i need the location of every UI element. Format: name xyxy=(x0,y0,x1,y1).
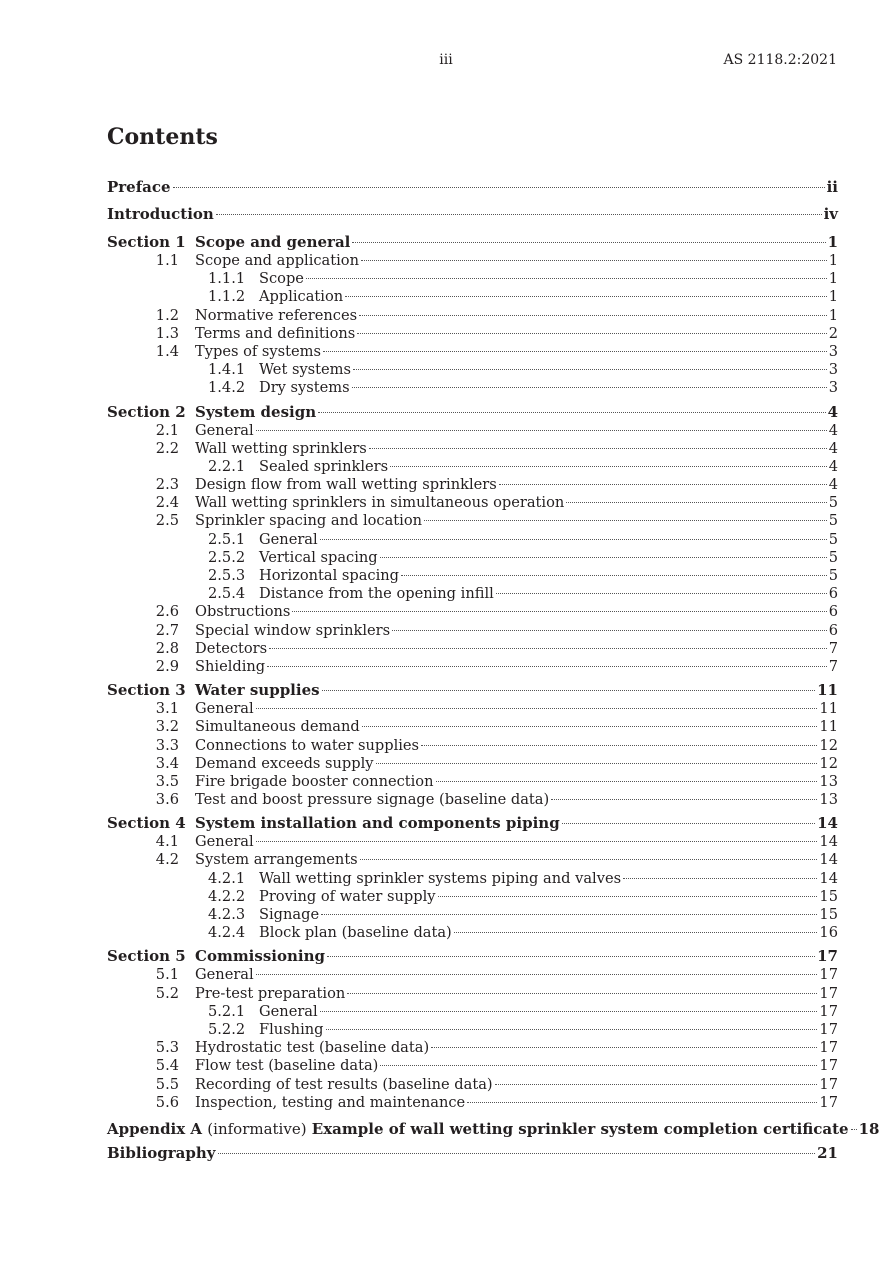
toc-entry-clause[interactable] xyxy=(107,252,838,270)
toc-entry-clause[interactable] xyxy=(107,985,838,1003)
toc-page: 1 xyxy=(828,288,838,306)
toc-page: 14 xyxy=(819,833,838,851)
toc-entry-section[interactable] xyxy=(107,402,838,422)
toc-page: 17 xyxy=(819,1039,838,1057)
subclause-number: 2.5.4 xyxy=(208,585,246,603)
toc-page: 14 xyxy=(819,869,838,887)
toc-entry-subclause[interactable] xyxy=(107,270,838,288)
toc-entry-clause[interactable] xyxy=(107,718,838,736)
toc-title: Introduction xyxy=(107,205,214,223)
toc-title: General xyxy=(195,421,254,439)
dot-leader xyxy=(390,466,827,467)
toc-title xyxy=(107,1118,849,1140)
toc-title: Signage xyxy=(259,906,320,923)
dot-leader xyxy=(218,1153,816,1154)
toc-page: 1 xyxy=(828,252,838,269)
toc-title: Wall wetting sprinkler systems piping and valves xyxy=(259,869,622,887)
toc-title: Commissioning xyxy=(195,947,325,966)
subclause-number: 1.1.1 xyxy=(208,270,246,288)
document-id: AS 2118.2:2021 xyxy=(723,52,837,68)
clause-number: 2.4 xyxy=(155,494,179,512)
clause-number: 5.3 xyxy=(155,1039,179,1057)
toc-entry-section[interactable] xyxy=(107,680,838,700)
appendix-label: Appendix A xyxy=(107,1119,203,1138)
subclause-number: 2.2.1 xyxy=(208,457,246,475)
clause-number: 5.1 xyxy=(155,966,179,984)
section-label: Section 1 xyxy=(107,233,186,251)
toc-title: Wall wetting sprinklers in simultaneous operation xyxy=(195,494,565,512)
toc-entry-clause[interactable] xyxy=(107,307,838,325)
toc-title: Demand exceeds supply xyxy=(195,754,374,772)
toc-title: Block plan (baseline data) xyxy=(259,924,452,942)
dot-leader xyxy=(566,502,826,503)
dot-leader xyxy=(216,214,822,215)
dot-leader xyxy=(256,974,818,975)
subclause-number: 1.4.1 xyxy=(208,361,246,379)
clause-number: 3.3 xyxy=(155,736,179,754)
toc-entry-subclause[interactable] xyxy=(107,924,838,942)
clause-number: 5.2 xyxy=(155,984,179,1002)
dot-leader xyxy=(851,1129,857,1130)
toc-title: Terms and definitions xyxy=(195,324,356,342)
toc-title: Recording of test results (baseline data) xyxy=(195,1075,493,1093)
toc-title: System design xyxy=(195,402,317,421)
toc-title: Pre-test preparation xyxy=(195,984,346,1002)
toc-title: Hydrostatic test (baseline data) xyxy=(195,1039,430,1057)
toc-page: 4 xyxy=(828,421,838,439)
toc-page: 17 xyxy=(817,947,838,966)
toc-page: 17 xyxy=(819,984,838,1002)
toc-page: 7 xyxy=(828,657,838,675)
toc-page: 12 xyxy=(819,754,838,772)
clause-number: 2.6 xyxy=(155,603,179,621)
section-label: Section 2 xyxy=(107,402,186,421)
toc-title: Application xyxy=(259,288,344,306)
dot-leader xyxy=(320,1011,818,1012)
toc-entry-clause[interactable] xyxy=(107,1039,838,1057)
toc-page: 5 xyxy=(828,530,838,548)
subclause-number: 4.2.1 xyxy=(208,869,246,887)
dot-leader xyxy=(347,993,817,994)
toc-page: 4 xyxy=(828,476,838,494)
toc-page: 15 xyxy=(819,887,838,905)
toc-title: Design flow from wall wetting sprinklers xyxy=(195,476,497,494)
toc-title: Special window sprinklers xyxy=(195,621,391,639)
subclause-number: 2.5.1 xyxy=(208,530,246,548)
toc-title: Test and boost pressure signage (baseline data) xyxy=(195,791,550,809)
toc-page: 17 xyxy=(819,1075,838,1093)
toc-page: 1 xyxy=(828,270,838,288)
dot-leader xyxy=(326,1029,818,1030)
appendix-title: Example of wall wetting sprinkler system completion certificate xyxy=(311,1119,849,1138)
toc-page: 4 xyxy=(827,402,838,421)
toc-entry-preface[interactable] xyxy=(107,174,838,201)
toc-entry-subclause[interactable] xyxy=(107,585,838,603)
toc-title: General xyxy=(195,833,254,851)
toc-title: General xyxy=(259,1002,318,1020)
clause-number: 4.2 xyxy=(155,851,179,869)
toc-entry-clause[interactable] xyxy=(107,622,838,640)
toc-title: Scope and application xyxy=(195,252,359,269)
dot-leader xyxy=(173,187,825,188)
dot-leader xyxy=(269,648,827,649)
toc-title: Dry systems xyxy=(259,379,350,397)
toc-entry-clause[interactable] xyxy=(107,325,838,343)
toc-entry-clause[interactable] xyxy=(107,476,838,494)
toc-entry-subclause[interactable] xyxy=(107,361,838,379)
toc-entry-clause[interactable] xyxy=(107,700,838,718)
toc-entry-clause[interactable] xyxy=(107,966,838,984)
toc-page: 13 xyxy=(819,772,838,790)
toc-page: 2 xyxy=(828,324,838,342)
dot-leader xyxy=(323,351,827,352)
subclause-number: 4.2.4 xyxy=(208,924,246,942)
toc-title: Normative references xyxy=(195,306,358,324)
toc-page: ii xyxy=(826,178,838,196)
toc-page: 17 xyxy=(819,1002,838,1020)
toc-page: 11 xyxy=(819,700,838,718)
toc-entry-clause[interactable] xyxy=(107,422,838,440)
toc-title: Scope xyxy=(259,270,304,288)
toc-entry-clause[interactable] xyxy=(107,773,838,791)
dot-leader xyxy=(380,1065,817,1066)
dot-leader xyxy=(454,932,818,933)
dot-leader xyxy=(401,575,827,576)
dot-leader xyxy=(256,708,818,709)
toc-entry-clause[interactable] xyxy=(107,737,838,755)
clause-number: 3.2 xyxy=(155,718,179,736)
dot-leader xyxy=(306,278,827,279)
toc-page: 5 xyxy=(828,512,838,530)
dot-leader xyxy=(424,520,827,521)
toc-page: 14 xyxy=(819,851,838,869)
clause-number: 2.3 xyxy=(155,476,179,494)
clause-number: 5.5 xyxy=(155,1075,179,1093)
clause-number: 3.6 xyxy=(155,791,179,809)
dot-leader xyxy=(357,333,826,334)
subclause-number: 5.2.2 xyxy=(208,1020,246,1038)
toc-entry-clause[interactable] xyxy=(107,658,838,676)
toc-title: Flushing xyxy=(259,1020,324,1038)
toc-title: Shielding xyxy=(195,657,266,675)
clause-number: 3.1 xyxy=(155,700,179,718)
clause-number: 2.2 xyxy=(155,439,179,457)
dot-leader xyxy=(499,484,827,485)
clause-number: 2.1 xyxy=(155,421,179,439)
clause-number: 5.6 xyxy=(155,1093,179,1111)
clause-number: 3.5 xyxy=(155,772,179,790)
toc-entry-clause[interactable] xyxy=(107,1057,838,1075)
dot-leader xyxy=(392,630,827,631)
toc-entry-clause[interactable] xyxy=(107,1076,838,1094)
toc-page: 7 xyxy=(828,639,838,657)
dot-leader xyxy=(292,611,826,612)
toc-entry-subclause[interactable] xyxy=(107,1003,838,1021)
toc-title: Vertical spacing xyxy=(259,548,378,566)
toc-title: Scope and general xyxy=(195,233,351,251)
toc-title: Bibliography xyxy=(107,1143,216,1162)
toc-title: Wall wetting sprinklers xyxy=(195,439,367,457)
toc-entry-clause[interactable] xyxy=(107,494,838,512)
toc-entry-bibliography[interactable] xyxy=(107,1140,838,1167)
toc-page: 11 xyxy=(819,718,838,736)
toc-entry-clause[interactable] xyxy=(107,640,838,658)
dot-leader xyxy=(267,666,827,667)
toc-title: System arrangements xyxy=(195,851,358,869)
toc-page: 3 xyxy=(828,379,838,397)
toc-page: 16 xyxy=(819,924,838,942)
toc-title: General xyxy=(195,966,254,984)
dot-leader xyxy=(256,841,818,842)
dot-leader xyxy=(352,387,827,388)
toc-entry-clause[interactable] xyxy=(107,833,838,851)
dot-leader xyxy=(361,260,827,261)
dot-leader xyxy=(438,896,818,897)
toc-page: 17 xyxy=(819,1020,838,1038)
clause-number: 2.9 xyxy=(155,657,179,675)
toc-entry-section[interactable] xyxy=(107,946,838,966)
dot-leader xyxy=(362,726,818,727)
toc-title: Detectors xyxy=(195,639,268,657)
subclause-number: 1.4.2 xyxy=(208,379,246,397)
toc-title: System installation and components piping xyxy=(195,814,560,833)
dot-leader xyxy=(345,296,827,297)
dot-leader xyxy=(551,799,817,800)
clause-number: 1.2 xyxy=(155,306,179,324)
toc-entry-clause[interactable] xyxy=(107,343,838,361)
toc-entry-section[interactable] xyxy=(107,232,838,252)
subclause-number: 4.2.3 xyxy=(208,906,246,923)
toc-page: 6 xyxy=(828,603,838,621)
toc-entry-subclause[interactable] xyxy=(107,906,838,924)
toc-entry-subclause[interactable] xyxy=(107,549,838,567)
dot-leader xyxy=(421,745,817,746)
toc-title: Simultaneous demand xyxy=(195,718,360,736)
section-label: Section 3 xyxy=(107,681,186,700)
toc-title: Proving of water supply xyxy=(259,887,436,905)
toc-page: iv xyxy=(823,205,838,223)
toc-entry-clause[interactable] xyxy=(107,1094,838,1112)
dot-leader xyxy=(320,539,827,540)
dot-leader xyxy=(562,823,815,824)
toc-title: Distance from the opening infill xyxy=(259,585,494,603)
dot-leader xyxy=(327,956,815,957)
dot-leader xyxy=(256,430,827,431)
table-of-contents xyxy=(107,174,880,1167)
toc-page: 18 xyxy=(858,1119,880,1138)
toc-entry-clause[interactable] xyxy=(107,440,838,458)
toc-entry-subclause[interactable] xyxy=(107,379,838,397)
toc-page: 17 xyxy=(819,1057,838,1075)
clause-number: 1.4 xyxy=(155,342,179,360)
toc-page: 17 xyxy=(819,1093,838,1111)
toc-title: Fire brigade booster connection xyxy=(195,772,434,790)
toc-entry-subclause[interactable] xyxy=(107,870,838,888)
dot-leader xyxy=(321,914,817,915)
toc-entry-subclause[interactable] xyxy=(107,458,838,476)
toc-entry-clause[interactable] xyxy=(107,791,838,809)
toc-entry-section[interactable] xyxy=(107,813,838,833)
dot-leader xyxy=(496,593,827,594)
toc-title: General xyxy=(195,700,254,718)
toc-page: 5 xyxy=(828,548,838,566)
toc-entry-clause[interactable] xyxy=(107,851,838,869)
toc-page: 3 xyxy=(828,361,838,379)
toc-entry-clause[interactable] xyxy=(107,755,838,773)
dot-leader xyxy=(495,1084,818,1085)
dot-leader xyxy=(353,369,827,370)
dot-leader xyxy=(322,690,816,691)
contents-title: Contents xyxy=(107,124,218,150)
dot-leader xyxy=(359,315,827,316)
clause-number: 4.1 xyxy=(155,833,179,851)
toc-entry-clause[interactable] xyxy=(107,512,838,530)
toc-entry-clause[interactable] xyxy=(107,603,838,621)
toc-page: 11 xyxy=(817,681,838,700)
dot-leader xyxy=(318,412,825,413)
toc-title: Preface xyxy=(107,178,171,196)
toc-page: 5 xyxy=(828,567,838,584)
toc-page: 6 xyxy=(828,585,838,603)
clause-number: 2.8 xyxy=(155,639,179,657)
dot-leader xyxy=(467,1102,817,1103)
toc-page: 12 xyxy=(819,736,838,754)
toc-page: 21 xyxy=(817,1143,838,1162)
toc-entry-introduction[interactable] xyxy=(107,201,838,228)
dot-leader xyxy=(380,557,827,558)
toc-entry-subclause[interactable] xyxy=(107,288,838,306)
toc-title: Flow test (baseline data) xyxy=(195,1057,379,1075)
toc-title: Sprinkler spacing and location xyxy=(195,512,423,530)
toc-page: 3 xyxy=(828,342,838,360)
dot-leader xyxy=(352,242,825,243)
clause-number: 2.5 xyxy=(155,512,179,530)
toc-entry-appendix[interactable] xyxy=(107,1118,880,1140)
toc-title: Water supplies xyxy=(195,681,320,700)
toc-title: Inspection, testing and maintenance xyxy=(195,1093,466,1111)
toc-page: 4 xyxy=(828,457,838,475)
dot-leader xyxy=(360,859,818,860)
toc-entry-subclause[interactable] xyxy=(107,888,838,906)
toc-title: Wet systems xyxy=(259,361,352,379)
toc-page: 1 xyxy=(828,306,838,324)
toc-page: 1 xyxy=(827,233,838,251)
toc-entry-subclause[interactable] xyxy=(107,531,838,549)
toc-entry-subclause[interactable] xyxy=(107,567,838,585)
dot-leader xyxy=(376,763,818,764)
toc-entry-subclause[interactable] xyxy=(107,1021,838,1039)
toc-page: 4 xyxy=(828,439,838,457)
toc-title: Types of systems xyxy=(195,342,321,360)
toc-title: General xyxy=(259,530,318,548)
clause-number: 5.4 xyxy=(155,1057,179,1075)
section-label: Section 5 xyxy=(107,947,186,966)
clause-number: 3.4 xyxy=(155,754,179,772)
toc-title: Horizontal spacing xyxy=(259,567,400,584)
dot-leader xyxy=(623,878,817,879)
clause-number: 1.3 xyxy=(155,324,179,342)
subclause-number: 5.2.1 xyxy=(208,1002,246,1020)
clause-number: 2.7 xyxy=(155,621,179,639)
toc-page: 13 xyxy=(819,791,838,809)
dot-leader xyxy=(431,1047,817,1048)
toc-title: Sealed sprinklers xyxy=(259,457,389,475)
dot-leader xyxy=(369,448,827,449)
subclause-number: 2.5.2 xyxy=(208,548,246,566)
appendix-kind: (informative) xyxy=(207,1119,307,1138)
toc-page: 6 xyxy=(828,621,838,639)
toc-page: 17 xyxy=(819,966,838,984)
toc-page: 15 xyxy=(819,906,838,923)
dot-leader xyxy=(436,781,818,782)
section-label: Section 4 xyxy=(107,814,186,833)
subclause-number: 2.5.3 xyxy=(208,567,246,584)
subclause-number: 1.1.2 xyxy=(208,288,246,306)
toc-page: 5 xyxy=(828,494,838,512)
page-number: iii xyxy=(439,52,453,68)
toc-title: Connections to water supplies xyxy=(195,736,420,754)
toc-page: 14 xyxy=(817,814,838,833)
toc-title: Obstructions xyxy=(195,603,291,621)
subclause-number: 4.2.2 xyxy=(208,887,246,905)
clause-number: 1.1 xyxy=(155,252,179,269)
